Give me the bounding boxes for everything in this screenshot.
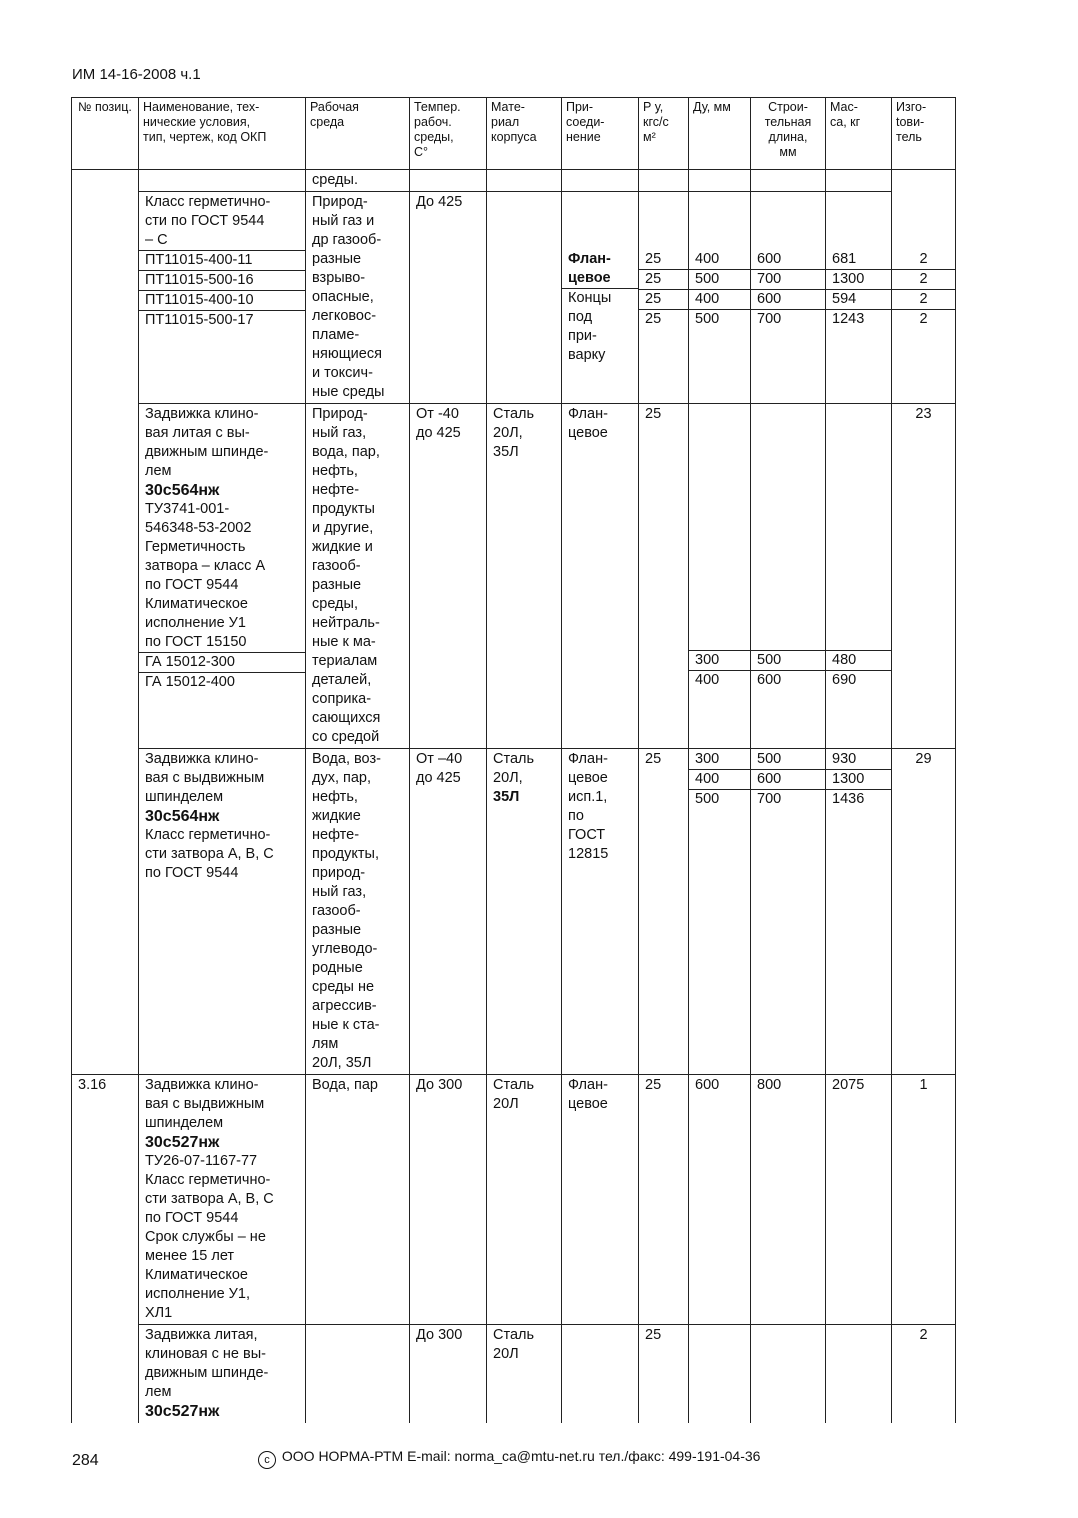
temperature-cell: До 300 — [410, 1325, 487, 1423]
mass-cell: 2075 — [826, 1075, 892, 1325]
name-cell — [139, 749, 306, 1075]
item-description: Класс герметично- сти по ГОСТ 9544 – С — [139, 193, 305, 251]
item-spec: ТУ3741-001- 546348-53-2002 Герметичность затвора – класс А по ГОСТ 9544 Климатическое исполнение У1 по ГОСТ 15150 — [139, 500, 305, 653]
model-code: ГА 15012-400 — [145, 674, 235, 690]
length-value: 600 — [751, 770, 825, 790]
maker-cell: 23 — [892, 404, 956, 749]
temperature-cell: От –40 до 425 — [410, 749, 487, 1075]
pressure-value: 25 — [639, 290, 688, 310]
connection-type: Концы под при- варку — [568, 290, 612, 363]
mass-value: 1243 — [832, 311, 865, 327]
valve-spec-table — [71, 97, 956, 1423]
maker-value: 2 — [892, 290, 955, 310]
name-cell — [139, 192, 306, 404]
dn-value: 400 — [689, 770, 750, 790]
pressure-cell: 25 — [639, 1075, 689, 1325]
col-header-position: № позиц. — [72, 98, 139, 170]
maker-value: 2 — [892, 250, 955, 270]
length-value: 600 — [751, 290, 825, 310]
dn-value: 400 — [689, 290, 750, 310]
item-spec: ТУ26-07-1167-77 Класс герметично- сти затвора А, В, С по ГОСТ 9544 Срок службы – не менее 15 лет Климатическое исполнение У1, ХЛ1 — [145, 1153, 274, 1321]
length-cell — [751, 192, 826, 404]
dn-value: 500 — [695, 311, 720, 327]
temperature-cell: До 425 — [410, 192, 487, 404]
model-code: ПТ11015-500-17 — [145, 312, 254, 328]
col-header-name: Наименование, тех- нические условия, тип, чертеж, код ОКП — [139, 98, 306, 170]
item-model-bold: 30с527нж — [145, 1134, 220, 1151]
model-code: ПТ11015-400-10 — [139, 291, 305, 311]
item-description: Задвижка литая, клиновая с не вы- движным шпинде- лем — [145, 1327, 269, 1400]
mass-value: 1300 — [826, 270, 891, 290]
dn-cell — [689, 749, 751, 1075]
material-cell: Сталь 20Л — [487, 1325, 562, 1423]
table-row — [72, 192, 956, 404]
document-header: ИМ 14-16-2008 ч.1 — [72, 66, 201, 83]
material-cell: Сталь 20Л — [487, 1075, 562, 1325]
material-value: Сталь 20Л, — [493, 751, 535, 786]
dn-cell: 600 — [689, 1075, 751, 1325]
medium-cell: Вода, воз- дух, пар, нефть, жидкие нефте- продукты, природ- ный газ, газооб- разные углеводо- родные среды не агрессив- ные к ста- лям 20Л, 35Л — [306, 749, 410, 1075]
table-row — [72, 1075, 956, 1325]
table-row — [72, 404, 956, 749]
pressure-value: 25 — [639, 250, 688, 270]
medium-cell: Природ- ный газ и др газооб- разные взрыво- опасные, легковос- пламе- няющиеся и токсич- ные среды — [306, 192, 410, 404]
name-cell — [139, 1075, 306, 1325]
col-header-maker: Изго- tови- тель — [892, 98, 956, 170]
table-row — [72, 1325, 956, 1423]
name-cell — [139, 404, 306, 749]
length-value: 700 — [751, 270, 825, 290]
dn-value: 500 — [695, 791, 720, 807]
length-cell: 800 — [751, 1075, 826, 1325]
maker-cell: 1 — [892, 1075, 956, 1325]
dn-value: 400 — [689, 250, 750, 270]
connection-cell — [562, 192, 639, 404]
item-model-bold: 30с564нж — [145, 482, 220, 499]
col-header-length: Строи- тельная длина, мм — [751, 98, 826, 170]
dn-value: 400 — [695, 672, 720, 688]
medium-cell: Вода, пар — [306, 1075, 410, 1325]
model-code: ГА 15012-300 — [139, 653, 305, 673]
dn-cell — [689, 192, 751, 404]
model-code: ПТ11015-400-11 — [139, 251, 305, 271]
pressure-cell: 25 — [639, 1325, 689, 1423]
pressure-value: 25 — [639, 270, 688, 290]
connection-type: Флан- цевое — [562, 250, 638, 289]
mass-cell — [826, 404, 892, 749]
table-row — [72, 749, 956, 1075]
maker-cell: 2 — [892, 1325, 956, 1423]
maker-value: 2 — [892, 270, 955, 290]
maker-value: 2 — [919, 310, 928, 327]
medium-cell: Природ- ный газ, вода, пар, нефть, нефте- продукты и другие, жидкие и газооб- разные среды, нейтраль- ные к ма- териалам деталей, соприка- сающихся со средой — [306, 404, 410, 749]
col-header-medium: Рабочая среда — [306, 98, 410, 170]
length-value: 600 — [757, 672, 782, 688]
material-cell — [487, 749, 562, 1075]
medium-cell: среды. — [306, 170, 410, 192]
connection-cell: Флан- цевое — [562, 404, 639, 749]
copyright-icon: c — [258, 1451, 276, 1469]
mass-value: 1436 — [832, 791, 865, 807]
mass-cell — [826, 749, 892, 1075]
temperature-cell: До 300 — [410, 1075, 487, 1325]
item-spec: Класс герметично- сти затвора А, В, С по ГОСТ 9544 — [145, 827, 274, 881]
mass-value: 690 — [832, 672, 857, 688]
mass-value: 681 — [826, 250, 891, 270]
mass-value: 930 — [826, 750, 891, 770]
pressure-cell: 25 — [639, 749, 689, 1075]
item-description: Задвижка клино- вая с выдвижным шпинделем — [145, 1077, 265, 1131]
mass-value: 480 — [826, 650, 891, 671]
footer-contacts — [258, 1448, 760, 1469]
temperature-cell: От -40 до 425 — [410, 404, 487, 749]
item-description: Задвижка клино- вая литая с вы- движным шпинде- лем — [145, 406, 269, 479]
pressure-cell: 25 — [639, 404, 689, 749]
col-header-connection: При- соеди- нение — [562, 98, 639, 170]
material-value: 35Л — [493, 789, 520, 805]
maker-cell: 29 — [892, 749, 956, 1075]
pressure-cell — [639, 192, 689, 404]
connection-cell: Флан- цевое — [562, 1075, 639, 1325]
maker-cell — [892, 192, 956, 404]
connection-cell: Флан- цевое исп.1, по ГОСТ 12815 — [562, 749, 639, 1075]
footer-contact-text: ООО НОРМА-РТМ E-mail: norma_ca@mtu-net.ru тел./факс: 499-191-04-36 — [281, 1448, 761, 1464]
mass-value: 594 — [826, 290, 891, 310]
length-cell — [751, 404, 826, 749]
page-number: 284 — [72, 1452, 99, 1469]
dn-value: 300 — [689, 750, 750, 770]
col-header-mass: Мас- са, кг — [826, 98, 892, 170]
item-model-bold: 30с564нж — [145, 808, 220, 825]
length-value: 600 — [751, 250, 825, 270]
material-cell: Сталь 20Л, 35Л — [487, 404, 562, 749]
length-value: 700 — [757, 311, 782, 327]
col-header-dn: Ду, мм — [689, 98, 751, 170]
table-row — [72, 170, 956, 192]
col-header-temperature: Темпер. рабоч. среды, С° — [410, 98, 487, 170]
length-value: 700 — [757, 791, 782, 807]
item-model-bold: 30с527нж — [145, 1403, 220, 1420]
length-value: 500 — [751, 750, 825, 770]
dn-cell — [689, 404, 751, 749]
mass-value: 1300 — [826, 770, 891, 790]
col-header-pressure: Р у, кгс/с м² — [639, 98, 689, 170]
dn-value: 500 — [689, 270, 750, 290]
pressure-value: 25 — [645, 311, 662, 327]
length-value: 500 — [751, 650, 825, 671]
table-header-row — [72, 98, 956, 170]
name-cell — [139, 1325, 306, 1423]
length-cell — [751, 749, 826, 1075]
position-cell: 3.16 — [72, 1075, 139, 1423]
col-header-material: Мате- риал корпуса — [487, 98, 562, 170]
dn-value: 300 — [689, 650, 750, 671]
mass-cell — [826, 192, 892, 404]
item-description: Задвижка клино- вая с выдвижным шпинделем — [145, 751, 265, 805]
model-code: ПТ11015-500-16 — [139, 271, 305, 291]
